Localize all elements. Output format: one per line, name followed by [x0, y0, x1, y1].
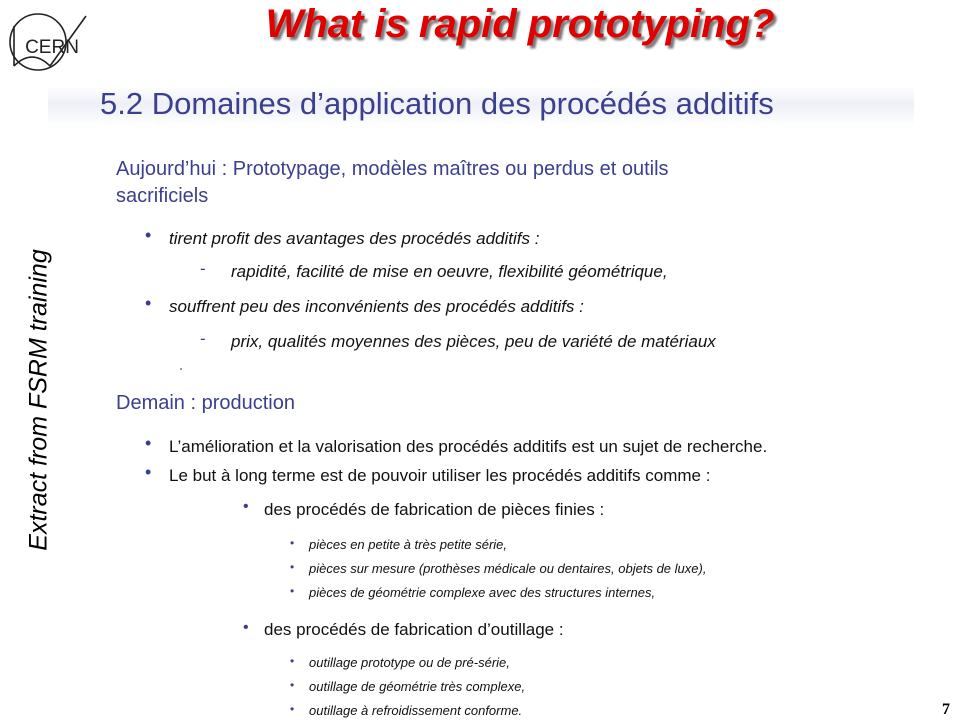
bullet-dot: •	[290, 584, 295, 598]
bullet-dot: •	[243, 619, 249, 636]
today-sub-2: prix, qualités moyennes des pièces, peu de variété de matériaux	[231, 332, 716, 351]
group-1-item-3: pièces de géométrie complexe avec des structures internes,	[309, 585, 656, 600]
group-1-item-2: pièces sur mesure (prothèses médicale ou dentaires, objets de luxe),	[309, 561, 707, 576]
tomorrow-heading: Demain : production	[116, 392, 295, 414]
bullet-dot: •	[290, 654, 295, 668]
group-2-label: des procédés de fabrication d’outillage :	[264, 620, 564, 639]
section-title: 5.2 Domaines d’application des procédés additifs	[100, 86, 774, 121]
group-1-item-1: pièces en petite à très petite série,	[309, 537, 508, 552]
bullet-dot: •	[145, 433, 152, 453]
tomorrow-bullet-1: L’amélioration et la valorisation des procédés additifs est un sujet de recherche.	[169, 437, 768, 456]
bullet-dot: •	[290, 560, 295, 574]
group-2-item-3: outillage à refroidissement conforme.	[309, 703, 523, 718]
bullet-dot: •	[145, 225, 152, 245]
bullet-dot: •	[145, 293, 152, 313]
bullet-dot: •	[290, 702, 295, 716]
group-2-item-2: outillage de géométrie très complexe,	[309, 679, 526, 694]
bullet-dot: •	[290, 678, 295, 692]
page-number: 7	[942, 701, 950, 718]
bullet-dot: •	[145, 462, 152, 482]
stray-dot	[180, 368, 182, 370]
side-label: Extract from FSRM training	[24, 249, 53, 551]
group-1-label: des procédés de fabrication de pièces finies :	[264, 500, 605, 519]
today-sub-1: rapidité, facilité de mise en oeuvre, flexibilité géométrique,	[231, 262, 668, 281]
today-bullet-1: tirent profit des avantages des procédés additifs :	[169, 229, 540, 248]
group-2-item-1: outillage prototype ou de pré-série,	[309, 655, 510, 670]
tomorrow-bullet-2: Le but à long terme est de pouvoir utiliser les procédés additifs comme :	[169, 466, 711, 485]
dash-marker: -	[200, 329, 206, 348]
bullet-dot: •	[290, 536, 295, 550]
cern-logo-text: CERN	[25, 37, 79, 58]
slide-title: What is rapid prototyping?	[265, 2, 775, 46]
today-bullet-2: souffrent peu des inconvénients des procédés additifs :	[169, 297, 584, 316]
bullet-dot: •	[243, 498, 249, 515]
today-heading: Aujourd’hui : Prototypage, modèles maîtres ou perdus et outils sacrificiels	[116, 158, 669, 207]
dash-marker: -	[200, 259, 206, 278]
